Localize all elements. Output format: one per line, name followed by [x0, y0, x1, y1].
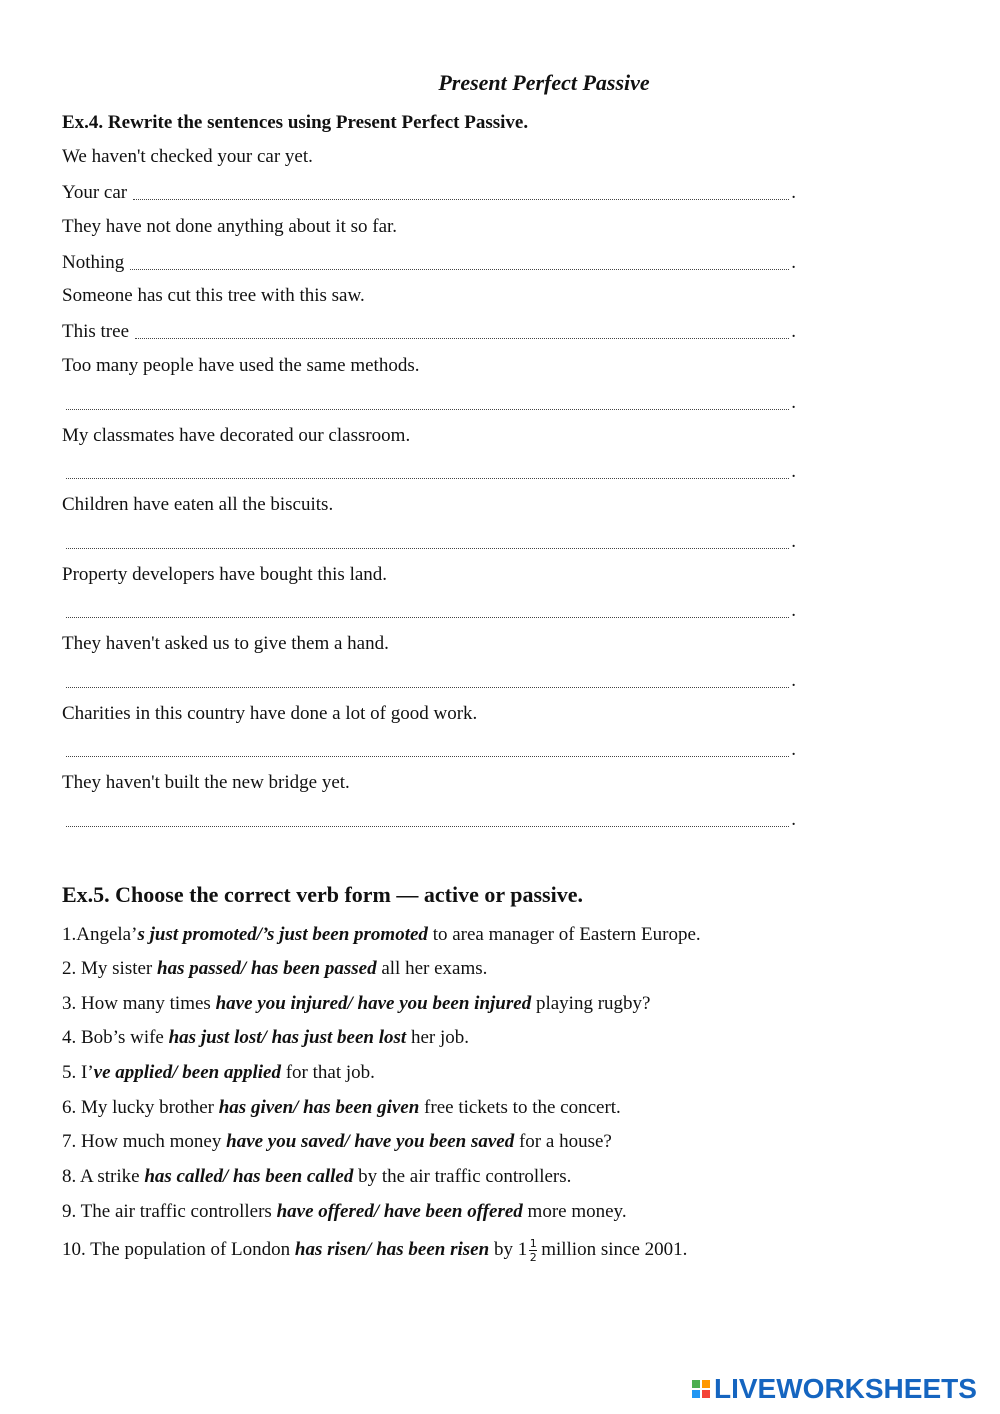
ex5-item-3-options[interactable]: have you injured/ have you been injured: [215, 993, 532, 1014]
ex4-sentence-2: They have not done anything about it so far.: [62, 216, 398, 237]
ex4-answer-row-10: [62, 807, 796, 831]
ex4-answer-row-5: [62, 459, 796, 483]
ex5-item-9: [62, 1201, 627, 1223]
logo-square-4: [702, 1390, 710, 1398]
ex4-period-3: .: [791, 321, 796, 342]
ex5-item-2-before: 2. My sister: [62, 958, 157, 979]
ex5-item-2-options[interactable]: has passed/ has been passed: [157, 958, 377, 979]
ex4-answer-field-4[interactable]: [66, 393, 789, 410]
ex5-item-6: [62, 1097, 621, 1119]
ex5-item-3-before: 3. How many times: [62, 993, 216, 1014]
ex4-period-10: .: [791, 809, 796, 830]
ex5-item-3-after: playing rugby?: [531, 993, 651, 1014]
ex5-item-5-options[interactable]: ve applied/ been applied: [93, 1062, 281, 1083]
ex5-item-1-before: 1.Angela’: [62, 924, 138, 945]
ex4-answer-field-1[interactable]: [133, 183, 789, 200]
ex5-item-7: [62, 1131, 612, 1153]
ex4-period-2: .: [791, 252, 796, 273]
ex5-item-5-after: for that job.: [280, 1062, 375, 1083]
ex4-answer-field-10[interactable]: [66, 810, 789, 827]
logo-square-2: [702, 1380, 710, 1388]
ex4-answer-field-9[interactable]: [66, 740, 789, 757]
logo-square-1: [692, 1380, 700, 1388]
ex4-sentence-6: Children have eaten all the biscuits.: [62, 494, 334, 515]
ex5-item-6-options[interactable]: has given/ has been given: [218, 1097, 420, 1118]
ex5-item-8-before: 8. A strike: [62, 1166, 145, 1187]
ex4-answer-row-6: [62, 529, 796, 553]
ex5-item-5-before: 5. I’: [62, 1062, 94, 1083]
page-title: Present Perfect Passive: [438, 70, 650, 95]
ex5-item-2: [62, 958, 487, 980]
ex5-item-1: [62, 924, 701, 946]
ex5-item-10-tail: million since 2001.: [541, 1238, 688, 1260]
ex4-period-9: .: [791, 739, 796, 760]
ex4-answer-field-6[interactable]: [66, 532, 789, 549]
logo-square-3: [692, 1390, 700, 1398]
ex5-item-3: [62, 993, 650, 1015]
ex4-sentence-3: Someone has cut this tree with this saw.: [62, 285, 365, 306]
ex5-item-9-options[interactable]: have offered/ have been offered: [276, 1201, 523, 1222]
liveworksheets-logo: [692, 1374, 977, 1404]
ex4-answer-row-7: [62, 598, 796, 622]
ex5-item-7-options[interactable]: have you saved/ have you been saved: [226, 1131, 515, 1152]
ex4-prefix-3: This tree: [62, 321, 130, 342]
ex4-sentence-4: Too many people have used the same methods.: [62, 355, 420, 376]
ex5-item-9-after: more money.: [522, 1201, 627, 1222]
ex4-sentence-9: Charities in this country have done a lot of good work.: [62, 703, 478, 724]
ex4-sentence-5: My classmates have decorated our classroom.: [62, 425, 411, 446]
ex5-item-6-after: free tickets to the concert.: [419, 1097, 621, 1118]
ex4-answer-field-2[interactable]: [130, 253, 789, 270]
ex5-item-8-after: by the air traffic controllers.: [353, 1166, 572, 1187]
ex5-item-8-options[interactable]: has called/ has been called: [144, 1166, 354, 1187]
ex5-heading: Ex.5. Choose the correct verb form — active or passive.: [62, 882, 583, 907]
ex4-period-4: .: [791, 392, 796, 413]
ex4-sentence-1: We haven't checked your car yet.: [62, 146, 313, 167]
logo-grid-icon: [692, 1380, 710, 1398]
ex4-answer-row-3: [62, 319, 796, 343]
ex5-item-10-options[interactable]: has risen/ has been risen: [294, 1238, 490, 1260]
ex5-item-9-before: 9. The air traffic controllers: [62, 1201, 277, 1222]
ex5-item-4: [62, 1027, 469, 1049]
ex4-answer-field-8[interactable]: [66, 671, 789, 688]
fraction-one-half: [529, 1238, 537, 1263]
ex4-period-5: .: [791, 461, 796, 482]
ex5-item-10-before: 10. The population of London: [62, 1238, 295, 1260]
ex4-period-7: .: [791, 600, 796, 621]
ex4-heading: Ex.4. Rewrite the sentences using Present Perfect Passive.: [62, 112, 529, 133]
ex4-answer-field-7[interactable]: [66, 601, 789, 618]
ex5-item-1-after: to area manager of Eastern Europe.: [427, 924, 701, 945]
ex5-item-2-after: all her exams.: [376, 958, 488, 979]
ex4-sentence-7: Property developers have bought this land.: [62, 564, 388, 585]
fraction-denominator: 2: [529, 1251, 537, 1264]
ex5-item-7-before: 7. How much money: [62, 1131, 227, 1152]
ex5-item-10-after: by 1: [489, 1238, 528, 1260]
ex4-answer-row-9: [62, 737, 796, 761]
ex4-answer-row-2: [62, 250, 796, 274]
ex4-answer-row-4: [62, 390, 796, 414]
ex4-answer-field-5[interactable]: [66, 462, 789, 479]
ex5-item-6-before: 6. My lucky brother: [62, 1097, 219, 1118]
ex4-prefix-2: Nothing: [62, 252, 125, 273]
ex5-item-7-after: for a house?: [514, 1131, 612, 1152]
logo-text: LIVEWORKSHEETS: [714, 1373, 977, 1404]
ex5-item-4-options[interactable]: has just lost/ has just been lost: [168, 1027, 407, 1048]
ex5-item-4-after: her job.: [406, 1027, 469, 1048]
ex4-period-8: .: [791, 670, 796, 691]
ex4-period-6: .: [791, 531, 796, 552]
ex5-item-1-options[interactable]: s just promoted/’s just been promoted: [137, 924, 428, 945]
ex4-answer-row-8: [62, 668, 796, 692]
ex4-sentence-10: They haven't built the new bridge yet.: [62, 772, 350, 793]
ex5-item-5: [62, 1062, 375, 1084]
ex4-sentence-8: They haven't asked us to give them a hand.: [62, 633, 389, 654]
ex5-item-4-before: 4. Bob’s wife: [62, 1027, 169, 1048]
ex4-answer-field-3[interactable]: [135, 322, 789, 339]
ex5-item-8: [62, 1166, 571, 1188]
ex4-prefix-1: Your car: [62, 182, 128, 203]
ex4-period-1: .: [791, 182, 796, 203]
ex5-item-10: [62, 1238, 687, 1263]
fraction-numerator: 1: [529, 1237, 537, 1250]
ex4-answer-row-1: [62, 180, 796, 204]
